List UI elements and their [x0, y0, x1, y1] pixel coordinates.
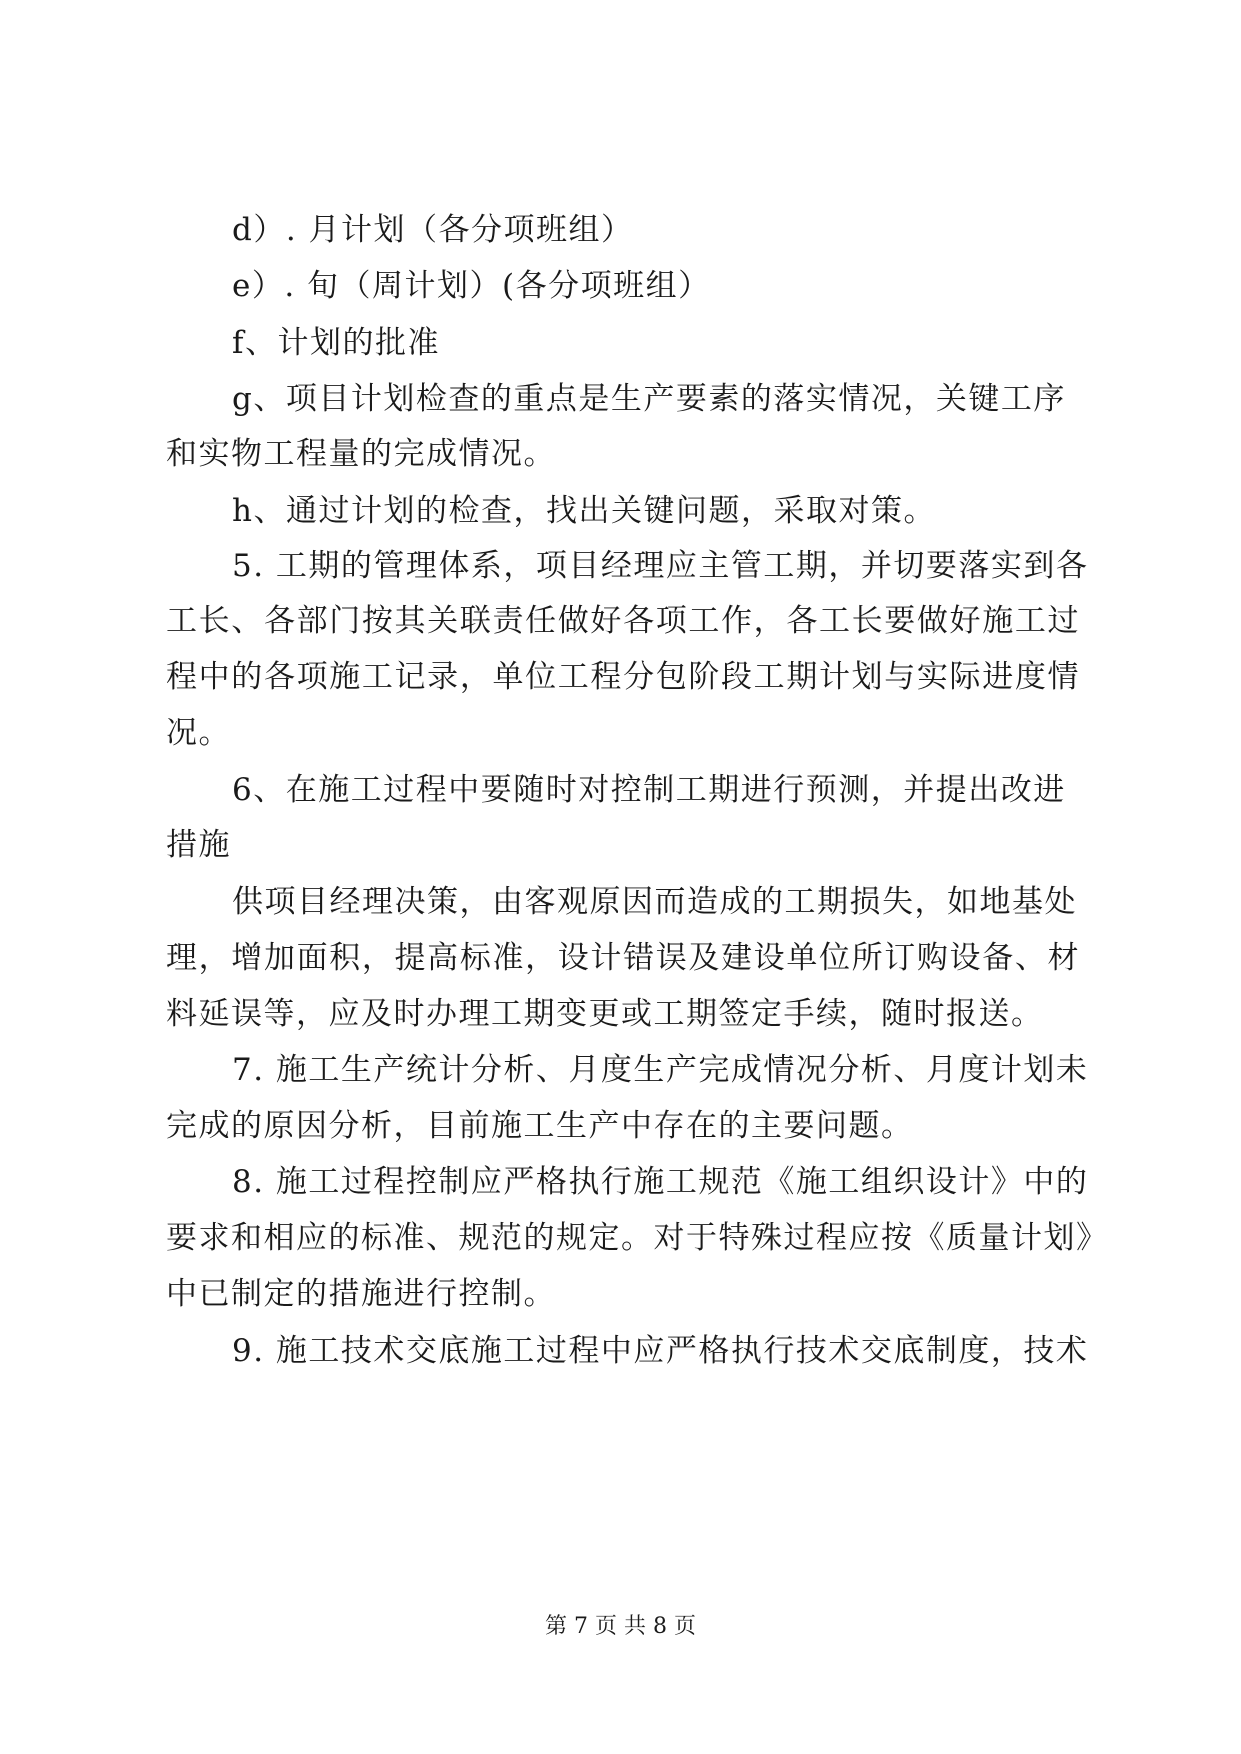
text-line: 9. 施工技术交底施工过程中应严格执行技术交底制度，技术 — [232, 1333, 1089, 1369]
text-line: 供项目经理决策，由客观原因而造成的工期损失，如地基处 — [232, 884, 1077, 920]
text-line: 7. 施工生产统计分析、月度生产完成情况分析、月度计划未 — [232, 1052, 1089, 1088]
text-line: 程中的各项施工记录，单位工程分包阶段工期计划与实际进度情 — [166, 659, 1080, 695]
text-line: 工长、各部门按其关联责任做好各项工作，各工长要做好施工过 — [166, 603, 1080, 639]
text-line: 中已制定的措施进行控制。 — [166, 1276, 556, 1312]
text-line: 况。 — [166, 715, 231, 751]
text-line: 理，增加面积，提高标准，设计错误及建设单位所订购设备、材 — [166, 940, 1080, 976]
text-line: f、计划的批准 — [232, 325, 440, 361]
text-line: 要求和相应的标准、规范的规定。对于特殊过程应按《质量计划》 — [166, 1220, 1109, 1256]
text-line: 6、在施工过程中要随时对控制工期进行预测，并提出改进 — [232, 772, 1066, 808]
page-number: 第 7 页 共 8 页 — [545, 1614, 696, 1639]
text-line: h、通过计划的检查，找出关键问题，采取对策。 — [232, 493, 936, 529]
text-line: 措施 — [166, 827, 231, 863]
text-line: g、项目计划检查的重点是生产要素的落实情况，关键工序 — [232, 381, 1066, 417]
text-line: 和实物工程量的完成情况。 — [166, 436, 556, 472]
text-line: 5. 工期的管理体系，项目经理应主管工期，并切要落实到各 — [232, 548, 1089, 584]
text-line: d）. 月计划（各分项班组） — [232, 212, 634, 248]
text-line: 完成的原因分析，目前施工生产中存在的主要问题。 — [166, 1108, 914, 1144]
text-line: 8. 施工过程控制应严格执行施工规范《施工组织设计》中的 — [232, 1164, 1089, 1200]
page-footer — [0, 1612, 1241, 1642]
text-line: 料延误等，应及时办理工期变更或工期签定手续，随时报送。 — [166, 996, 1044, 1032]
text-line: e）. 旬（周计划）(各分项班组） — [232, 268, 711, 304]
